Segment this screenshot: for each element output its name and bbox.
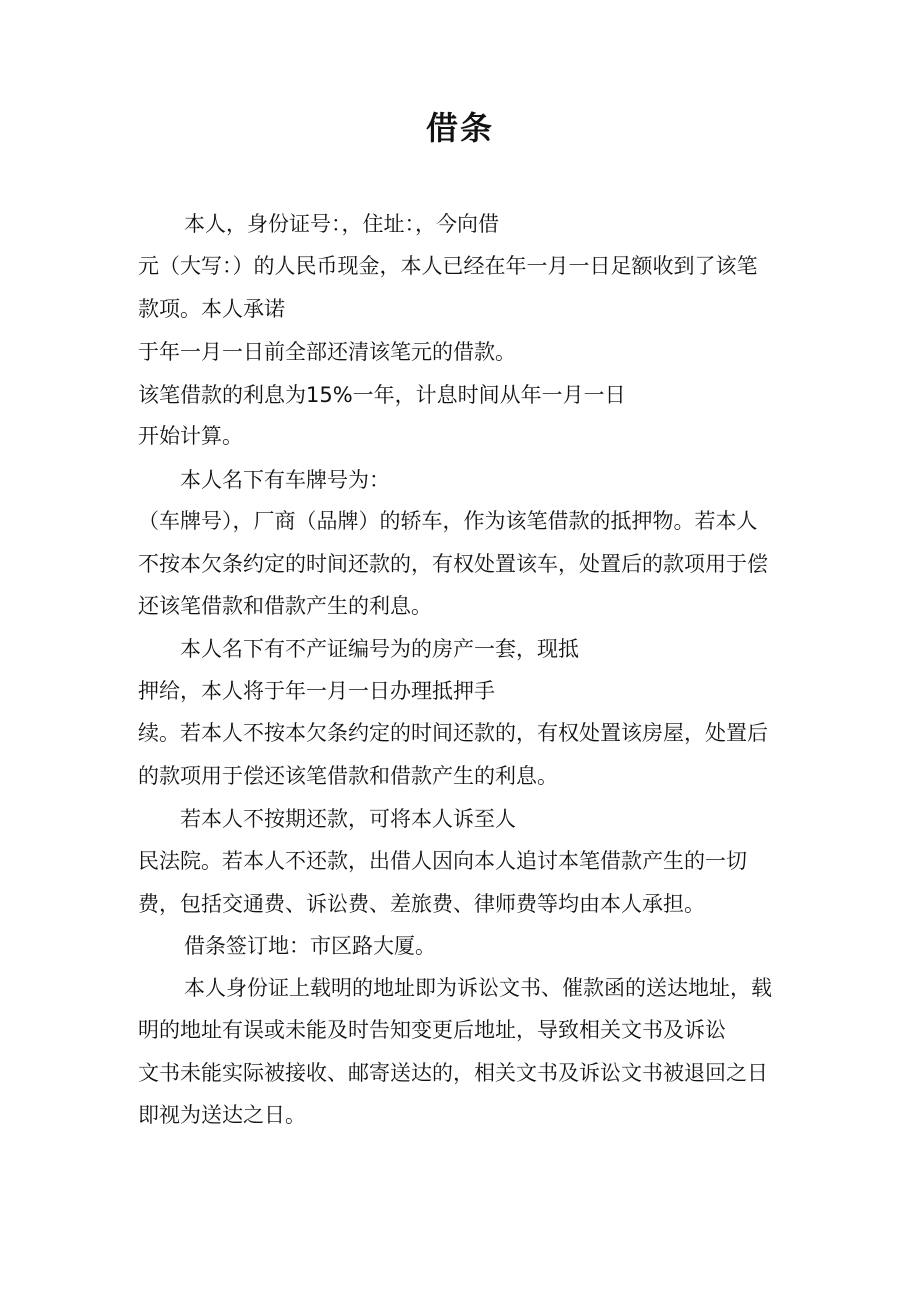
body-line: 借条签订地：市区路大厦。 — [184, 934, 436, 958]
body-line: 即视为送达之日。 — [138, 1103, 306, 1127]
body-line: 的款项用于偿还该笔借款和借款产生的利息。 — [138, 764, 558, 788]
body-line: 续。若本人不按本欠条约定的时间还款的，有权处置该房屋，处置后 — [138, 721, 768, 745]
body-line: 文书未能实际被接收、邮寄送达的，相关文书及诉讼文书被退回之日 — [138, 1061, 768, 1085]
body-line: 还该笔借款和借款产生的利息。 — [138, 594, 432, 618]
body-line: 本人，身份证号：，住址：，今向借 — [184, 212, 499, 236]
body-line: 开始计算。 — [138, 424, 243, 448]
body-line: 押给，本人将于年一月一日办理抵押手 — [138, 679, 495, 703]
body-line: 元（大写：）的人民币现金，本人已经在年一月一日足额收到了该笔 — [138, 254, 758, 278]
body-line: （车牌号），厂商（品牌）的轿车，作为该笔借款的抵押物。若本人 — [138, 509, 758, 533]
document-title: 借条 — [425, 109, 494, 147]
body-line: 费，包括交通费、诉讼费、差旅费、律师费等均由本人承担。 — [138, 892, 705, 916]
body-line: 民法院。若本人不还款，出借人因向本人追讨本笔借款产生的一切 — [138, 849, 747, 873]
body-line: 不按本欠条约定的时间还款的，有权处置该车，处置后的款项用于偿 — [138, 552, 768, 576]
body-line: 本人名下有车牌号为： — [180, 468, 390, 492]
body-line: 该笔借款的利息为15%一年，计息时间从年一月一日 — [138, 383, 626, 407]
body-line: 明的地址有误或未能及时告知变更后地址，导致相关文书及诉讼 — [138, 1018, 726, 1042]
body-line: 本人身份证上载明的地址即为诉讼文书、催款函的送达地址，载 — [184, 976, 772, 1000]
body-line: 款项。本人承诺 — [138, 297, 285, 321]
body-line: 若本人不按期还款，可将本人诉至人 — [180, 807, 516, 831]
body-line: 本人名下有不产证编号为的房产一套，现抵 — [180, 637, 579, 661]
body-line: 于年一月一日前全部还清该笔元的借款。 — [138, 340, 516, 364]
